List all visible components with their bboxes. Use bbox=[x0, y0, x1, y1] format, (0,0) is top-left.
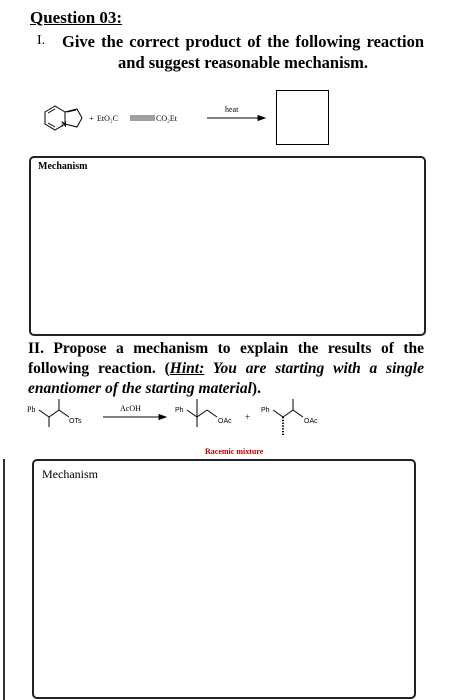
reactant-ph: Ph bbox=[27, 405, 36, 414]
reactant-group: OTs bbox=[69, 418, 82, 425]
reaction2-scheme bbox=[25, 395, 425, 455]
mechanism-label-2: Mechanism bbox=[42, 467, 98, 481]
part2-prompt-end: ). bbox=[251, 380, 261, 397]
part1-prompt: Give the correct product of the following reaction and suggest reasonable mechanism. bbox=[62, 32, 424, 72]
reaction1-plus: + bbox=[89, 114, 94, 123]
reaction1-arrow bbox=[207, 116, 265, 121]
mechanism-box-2[interactable] bbox=[32, 459, 416, 699]
reactant-structure bbox=[39, 399, 69, 427]
reagent-acoh: AcOH bbox=[120, 404, 141, 413]
question-heading: Question 03: bbox=[30, 8, 123, 27]
heat-condition: heat bbox=[225, 105, 239, 114]
product1-structure bbox=[187, 399, 217, 427]
mechanism-box-1[interactable] bbox=[29, 156, 426, 336]
product2-structure bbox=[273, 399, 303, 435]
mechanism-label-1: Mechanism bbox=[38, 161, 88, 172]
reagent-left: EtO₂C bbox=[97, 114, 119, 123]
part2-prompt bbox=[28, 339, 424, 399]
product1-group: OAc bbox=[218, 418, 232, 425]
nitrogen-label: N bbox=[61, 120, 67, 129]
hint-word: Hint: bbox=[169, 360, 205, 377]
hint-text: You are starting with a single enantiomer of the starting material bbox=[28, 360, 424, 397]
racemic-mixture-note: Racemic mixture bbox=[205, 447, 264, 456]
reaction2-arrow bbox=[103, 415, 166, 420]
reagent-right: CO₂Et bbox=[156, 114, 178, 123]
reaction1-scheme bbox=[35, 88, 305, 148]
product1-ph: Ph bbox=[175, 407, 184, 414]
reaction2-plus: + bbox=[245, 412, 251, 422]
triple-bond bbox=[130, 116, 155, 120]
product-answer-box[interactable] bbox=[276, 90, 329, 145]
left-margin-bar bbox=[3, 459, 5, 700]
part2-prompt-intro: II. Propose a mechanism to explain the results of the following reaction. ( bbox=[28, 340, 424, 377]
product2-group: OAc bbox=[304, 418, 318, 425]
product2-ph: Ph bbox=[261, 407, 270, 414]
part1-number: I. bbox=[37, 33, 46, 48]
